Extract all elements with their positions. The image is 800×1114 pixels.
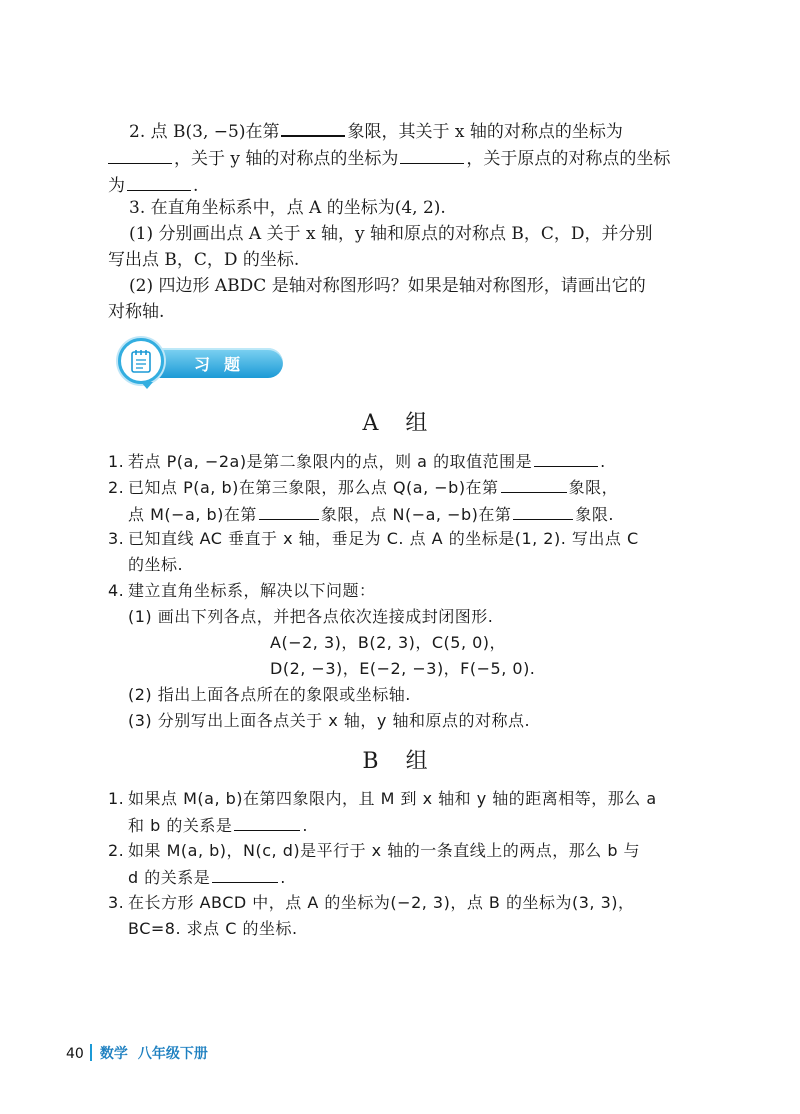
footer-subject: 数学: [99, 1046, 128, 1062]
exercise-question-3: [108, 195, 700, 325]
q2-text-3: ，关于 y 轴的对称点的坐标为: [174, 149, 399, 169]
q2-text-1: 2. 点 B(3, −5)在第: [129, 122, 280, 142]
group-a-item-4: 4. 建立直角坐标系，解决以下问题： (1) 画出下列各点，并把各点依次连接成封闭图形. A(−2, 3)，B(2, 3)，C(5, 0)， D(2, −3)，E(−2, −3)，F(−5, 0). (2) 指出上面各点所在的象限或坐标轴. (3) 分别写出上面各点关于 x 轴，y 轴和原点的对称点.: [108, 578, 708, 734]
group-a-item-3: 3. 已知直线 AC 垂直于 x 轴，垂足为 C. 点 A 的坐标是(1, 2). 写出点 C 的坐标.: [108, 529, 639, 574]
page-number: 40: [66, 1046, 84, 1062]
q3-part1-line2: 写出点 B，C，D 的坐标.: [108, 250, 300, 270]
group-a-item-4-sub2: (2) 指出上面各点所在的象限或坐标轴.: [128, 685, 411, 704]
answer-blank[interactable]: [108, 145, 172, 164]
answer-blank[interactable]: [400, 145, 464, 164]
group-a-item-4-sub3: (3) 分别写出上面各点关于 x 轴，y 轴和原点的对称点.: [128, 711, 531, 730]
group-b-title: B 组: [362, 749, 438, 774]
group-a-item-1: 1. 若点 P(a, −2a)是第二象限内的点，则 a 的取值范围是 .: [108, 448, 708, 475]
answer-blank[interactable]: [534, 448, 598, 467]
group-a-item-4-sub1: (1) 画出下列各点，并把各点依次连接成封闭图形.: [128, 607, 494, 626]
q2-text-5: 为: [108, 176, 125, 196]
answer-blank[interactable]: [513, 501, 573, 520]
answer-blank[interactable]: [501, 474, 567, 493]
group-a-item-2: 2. 已知点 P(a, b)在第三象限，那么点 Q(a, −b)在第 象限， 点 M(−a, b)在第 象限，点 N(−a, −b)在第 象限.: [108, 474, 708, 528]
answer-blank[interactable]: [259, 501, 319, 520]
page-footer: [66, 1043, 208, 1063]
exercise-question-2: [108, 117, 700, 199]
q2-text-4: ，关于原点的对称点的坐标: [466, 149, 671, 169]
point-list-1: A(−2, 3)，B(2, 3)，C(5, 0)，: [270, 633, 507, 652]
notepad-icon: [131, 349, 151, 373]
answer-blank[interactable]: [281, 117, 345, 137]
banner-badge: [118, 338, 164, 384]
q3-part2-line1: (2) 四边形 ABDC 是轴对称图形吗？如果是轴对称图形，请画出它的: [129, 276, 646, 296]
footer-grade: 八年级下册: [137, 1046, 208, 1062]
answer-blank[interactable]: [234, 812, 300, 831]
answer-blank[interactable]: [212, 864, 278, 883]
exercises-banner: [118, 338, 283, 390]
group-b-item-1: 1. 如果点 M(a, b)在第四象限内，且 M 到 x 轴和 y 轴的距离相等，那么 a 和 b 的关系是 .: [108, 789, 657, 835]
banner-label: 习题: [194, 355, 255, 374]
q3-part2-line2: 对称轴.: [108, 302, 165, 322]
group-b-item-3: 3. 在长方形 ABCD 中，点 A 的坐标为(−2, 3)，点 B 的坐标为(3, 3)， BC=8. 求点 C 的坐标.: [108, 893, 635, 938]
point-list-2: D(2, −3)，E(−2, −3)，F(−5, 0).: [270, 659, 536, 678]
q3-stem: 3. 在直角坐标系中，点 A 的坐标为(4, 2).: [129, 198, 446, 218]
answer-blank[interactable]: [127, 172, 191, 191]
group-a-title: A 组: [362, 411, 438, 436]
q3-part1-line1: (1) 分别画出点 A 关于 x 轴，y 轴和原点的对称点 B，C，D，并分别: [129, 224, 653, 244]
footer-divider: [90, 1044, 92, 1061]
group-b-item-2: 2. 如果 M(a, b)，N(c, d)是平行于 x 轴的一条直线上的两点，那么 b 与 d 的关系是 .: [108, 841, 641, 887]
banner-arrow-icon: [141, 382, 153, 389]
q2-text-6: .: [193, 176, 199, 196]
q2-text-2: 象限，其关于 x 轴的对称点的坐标为: [347, 122, 623, 142]
